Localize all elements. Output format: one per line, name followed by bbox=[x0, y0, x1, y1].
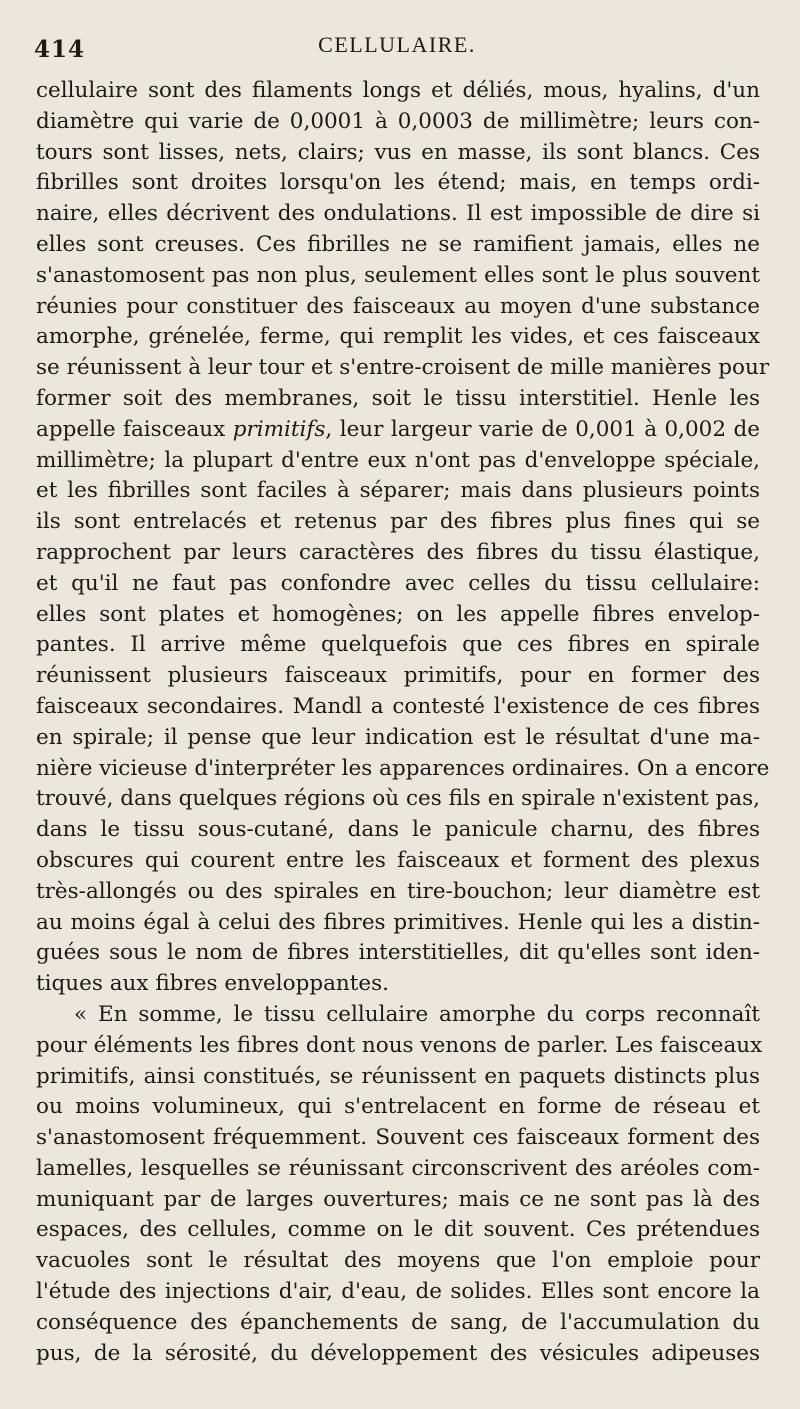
text-run: appelle faisceaux bbox=[36, 416, 233, 442]
text-line: guées sous le nom de fibres interstitielles, dit qu'elles sont iden- bbox=[36, 940, 760, 966]
text-line: très-allongés ou des spirales en tire-bouchon; leur diamètre est bbox=[36, 878, 760, 904]
text-line: au moins égal à celui des fibres primitives. Henle qui les a distin- bbox=[36, 909, 760, 935]
text-line: naire, elles décrivent des ondulations. Il est impossible de dire si bbox=[36, 201, 760, 227]
text-line: trouvé, dans quelques régions où ces fils en spirale n'existent pas, bbox=[36, 786, 760, 812]
text-line: pus, de la sérosité, du développement des vésicules adipeuses bbox=[36, 1340, 760, 1366]
text-line: nière vicieuse d'interpréter les apparences ordinaires. On a encore bbox=[36, 755, 770, 781]
text-line: conséquence des épanchements de sang, de l'accumulation du bbox=[36, 1309, 760, 1335]
text-line: rapprochent par leurs caractères des fibres du tissu élastique, bbox=[36, 539, 760, 565]
text-run: , leur largeur varie de 0,001 à 0,002 de bbox=[325, 416, 760, 442]
text-line: primitifs, ainsi constitués, se réunissent en paquets distincts plus bbox=[36, 1063, 760, 1089]
text-line: ils sont entrelacés et retenus par des fibres plus fines qui se bbox=[36, 509, 760, 535]
text-line: cellulaire sont des filaments longs et déliés, mous, hyalins, d'un bbox=[36, 78, 760, 103]
text-line: elles sont plates et homogènes; on les appelle fibres envelop- bbox=[36, 601, 760, 627]
text-line: s'anastomosent pas non plus, seulement elles sont le plus souvent bbox=[36, 262, 760, 288]
text-line: « En somme, le tissu cellulaire amorphe du corps reconnaît bbox=[74, 1001, 760, 1027]
text-line: tiques aux fibres enveloppantes. bbox=[36, 971, 389, 997]
paragraph-1 bbox=[36, 76, 770, 1000]
italic-term: primitifs bbox=[232, 416, 326, 442]
text-line: elles sont creuses. Ces fibrilles ne se ramifient jamais, elles ne bbox=[36, 231, 760, 257]
text-line: en spirale; il pense que leur indication est le résultat d'une ma- bbox=[36, 724, 760, 750]
text-line: s'anastomosent fréquemment. Souvent ces faisceaux forment des bbox=[36, 1125, 760, 1151]
text-line: faisceaux secondaires. Mandl a contesté l'existence de ces fibres bbox=[36, 693, 760, 719]
page-number: 414 bbox=[34, 36, 86, 63]
text-line: amorphe, grénelée, ferme, qui remplit les vides, et ces faisceaux bbox=[36, 324, 760, 350]
text-line: millimètre; la plupart d'entre eux n'ont pas d'enveloppe spéciale, bbox=[36, 447, 760, 473]
text-line: dans le tissu sous-cutané, dans le panicule charnu, des fibres bbox=[36, 817, 760, 843]
text-line: fibrilles sont droites lorsqu'on les étend; mais, en temps ordi- bbox=[36, 170, 760, 196]
paragraph-2 bbox=[36, 1000, 763, 1370]
body-text bbox=[36, 76, 770, 1369]
running-title: CELLULAIRE. bbox=[318, 32, 476, 57]
text-line: réunissent plusieurs faisceaux primitifs, pour en former des bbox=[36, 663, 760, 689]
text-line: et les fibrilles sont faciles à séparer; mais dans plusieurs points bbox=[36, 478, 760, 504]
text-line: et qu'il ne faut pas confondre avec celles du tissu cellulaire: bbox=[36, 570, 760, 596]
text-line: lamelles, lesquelles se réunissant circonscrivent des aréoles com- bbox=[36, 1155, 760, 1181]
text-line: diamètre qui varie de 0,0001 à 0,0003 de millimètre; leurs con- bbox=[36, 108, 760, 134]
page-header bbox=[34, 30, 760, 70]
text-line: pantes. Il arrive même quelquefois que ces fibres en spirale bbox=[36, 632, 760, 658]
text-line: vacuoles sont le résultat des moyens que l'on emploie pour bbox=[36, 1248, 760, 1274]
text-line: espaces, des cellules, comme on le dit souvent. Ces prétendues bbox=[36, 1217, 760, 1243]
text-line: muniquant par de larges ouvertures; mais ce ne sont pas là des bbox=[36, 1186, 760, 1212]
text-line: tours sont lisses, nets, clairs; vus en masse, ils sont blancs. Ces bbox=[36, 139, 760, 165]
text-line: pour éléments les fibres dont nous venons de parler. Les faisceaux bbox=[36, 1032, 763, 1058]
text-line: former soit des membranes, soit le tissu interstitiel. Henle les bbox=[36, 385, 760, 411]
text-line: réunies pour constituer des faisceaux au moyen d'une substance bbox=[36, 293, 760, 319]
text-line: obscures qui courent entre les faisceaux et forment des plexus bbox=[36, 847, 760, 873]
text-line: se réunissent à leur tour et s'entre-croisent de mille manières pour bbox=[36, 355, 770, 381]
text-line: l'étude des injections d'air, d'eau, de solides. Elles sont encore la bbox=[36, 1279, 760, 1305]
text-line bbox=[36, 415, 760, 446]
text-line: ou moins volumineux, qui s'entrelacent en forme de réseau et bbox=[36, 1094, 760, 1120]
